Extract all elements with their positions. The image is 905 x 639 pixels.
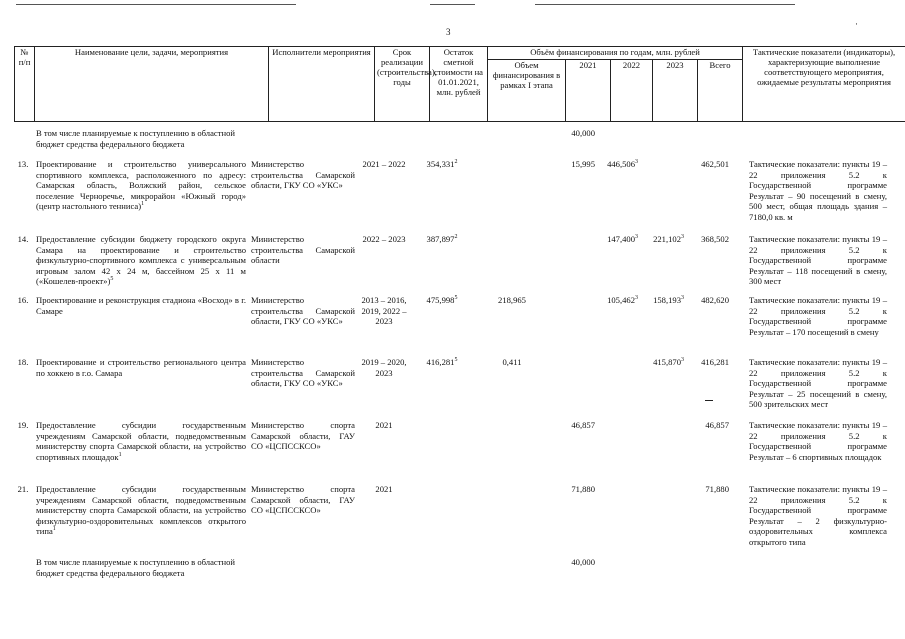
col-2022: 2022	[611, 59, 653, 121]
row-num: 19.	[17, 420, 29, 430]
row-name: В том числе планируемые к поступлению в областной бюджет средства федерального бюджета	[36, 128, 235, 149]
dash-mark	[705, 400, 713, 401]
row-indicators: Тактические показатели: пункты 19 – 22 приложения 5.2 к Государственной программе Результат – 170 посещений в смену	[749, 295, 887, 337]
row-2023: 415,870$^3$	[653, 357, 684, 367]
row-name: Проектирование и строительство универсального спортивного комплекса, расположенного по адресу: Самарская область, Волжский район, сельское поселение Черноречье, микрорайон «Южный город» (центр настольного тенниса)$^1$	[36, 159, 246, 211]
row-2021: 40,000	[571, 557, 595, 567]
row-2021: 40,000	[571, 128, 595, 138]
row-indicators: Тактические показатели: пункты 19 – 22 приложения 5.2 к Государственной программе Результат – 118 посещений в смену, 300 мест	[749, 234, 887, 286]
scan-mark: ·	[855, 19, 858, 29]
row-total: 71,880	[705, 484, 729, 494]
row-2022: 105,462$^3$	[607, 295, 638, 305]
row-term: 2019 – 2020, 2023	[361, 357, 407, 378]
row-2021: 15,995	[571, 159, 595, 169]
row-remainder: 354,331$^2$	[426, 159, 458, 169]
row-2022: 147,400$^3$	[607, 234, 638, 244]
col-num: № п/п	[15, 47, 35, 122]
col-remainder: Остаток сметной стоимости на 01.01.2021, млн. рублей	[430, 47, 488, 122]
row-executors: Министерство строительства Самарской области, ГКУ СО «УКС»	[251, 159, 355, 190]
row-name: В том числе планируемые к поступлению в областной бюджет средства федерального бюджета	[36, 557, 235, 578]
col-total: Всего	[698, 59, 743, 121]
top-rule-left	[16, 4, 296, 5]
col-indicators: Тактические показатели (индикаторы), характеризующие выполнение соответствующего мероприятия, ожидаемые результаты мероприятия	[743, 47, 905, 122]
col-funding-group: Объём финансирования по годам, млн. рублей	[488, 47, 743, 60]
row-executors: Министерство строительства Самарской области	[251, 234, 355, 265]
row-name: Предоставление субсидии бюджету городского округа Самара на проектирование и строительство физкультурно-спортивного комплекса с универсальным игровым залом 42 х 24 м, бассейном 25 х 11 м («Кошелев-проект»)$^5$	[36, 234, 246, 286]
row-name: Предоставление субсидии государственным учреждениям Самарской области, подведомственным министерству спорта Самарской области, на устройство спортивных площадок$^1$	[36, 420, 246, 462]
row-2023: 221,102$^3$	[653, 234, 684, 244]
col-2023: 2023	[653, 59, 698, 121]
row-2023: 158,193$^3$	[653, 295, 684, 305]
row-num: 13.	[17, 159, 29, 169]
row-remainder: 475,998$^5$	[426, 295, 458, 305]
row-num: 18.	[17, 357, 29, 367]
row-num: 16.	[17, 295, 29, 305]
row-2022: 446,506$^3$	[607, 159, 638, 169]
row-remainder: 416,281$^5$	[426, 357, 458, 367]
col-2021: 2021	[566, 59, 611, 121]
row-total: 416,281	[701, 357, 729, 367]
row-term: 2021	[375, 484, 393, 494]
top-rule-mid	[430, 4, 475, 5]
row-name: Предоставление субсидии государственным учреждениям Самарской области, подведомственным министерству спорта Самарской области, на устройство физкультурно-оздоровительных комплексов открытого типа$^1$	[36, 484, 246, 536]
row-2021: 71,880	[571, 484, 595, 494]
row-2021: 46,857	[571, 420, 595, 430]
row-indicators: Тактические показатели: пункты 19 – 22 приложения 5.2 к Государственной программе Результат – 90 посещений в смену, 500 мест, общая площадь здания – 7180,0 кв. м	[749, 159, 887, 222]
row-remainder: 387,897$^2$	[426, 234, 458, 244]
table-header	[14, 46, 905, 122]
row-total: 482,620	[701, 295, 729, 305]
row-num: 21.	[17, 484, 29, 494]
col-executors: Исполнители мероприятия	[269, 47, 375, 122]
col-stage1: Объем финансирования в рамках I этапа	[488, 59, 566, 121]
row-stage1: 218,965	[498, 295, 526, 305]
row-indicators: Тактические показатели: пункты 19 – 22 приложения 5.2 к Государственной программе Результат – 25 посещений в смену, 500 зрительских мест	[749, 357, 887, 409]
row-name: Проектирование и реконструкция стадиона «Восход» в г. Самаре	[36, 295, 246, 316]
row-term: 2022 – 2023	[362, 234, 406, 244]
col-name: Наименование цели, задачи, мероприятия	[35, 47, 269, 122]
row-term: 2013 – 2016, 2019, 2022 – 2023	[361, 295, 407, 326]
row-term: 2021	[375, 420, 393, 430]
row-executors: Министерство строительства Самарской области, ГКУ СО «УКС»	[251, 357, 355, 388]
row-total: 46,857	[705, 420, 729, 430]
row-executors: Министерство спорта Самарской области, ГАУ СО «ЦСПССКСО»	[251, 420, 355, 451]
row-executors: Министерство строительства Самарской области, ГКУ СО «УКС»	[251, 295, 355, 326]
row-indicators: Тактические показатели: пункты 19 – 22 приложения 5.2 к Государственной программе Результат – 6 спортивных площадок	[749, 420, 887, 462]
col-term: Срок реализации (строительства), годы	[375, 47, 430, 122]
row-indicators: Тактические показатели: пункты 19 – 22 приложения 5.2 к Государственной программе Результат – 2 физкультурно-оздоровительных комплекса открытого типа	[749, 484, 887, 547]
top-rule-right	[535, 4, 795, 5]
page-number: 3	[446, 27, 451, 37]
row-num: 14.	[17, 234, 29, 244]
row-total: 368,502	[701, 234, 729, 244]
row-total: 462,501	[701, 159, 729, 169]
row-stage1: 0,411	[502, 357, 522, 367]
row-name: Проектирование и строительство регионального центра по хоккею в г.о. Самара	[36, 357, 246, 378]
row-executors: Министерство спорта Самарской области, ГАУ СО «ЦСПССКСО»	[251, 484, 355, 515]
row-term: 2021 – 2022	[362, 159, 406, 169]
